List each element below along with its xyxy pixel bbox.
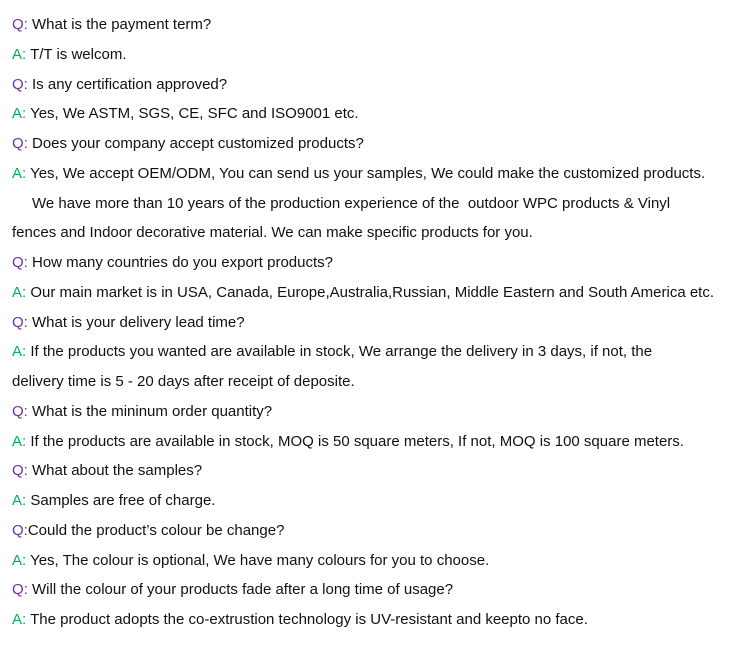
line-text: delivery time is 5 - 20 days after receipt of deposite. — [12, 373, 355, 390]
line-text: What is the payment term? — [27, 16, 212, 33]
question-prefix: Q: — [12, 135, 28, 152]
faq-answer — [12, 546, 746, 576]
faq-answer-continuation — [12, 367, 746, 397]
faq-question — [12, 575, 746, 605]
faq-answer — [12, 278, 746, 308]
faq-answer-continuation — [12, 189, 746, 219]
faq-list — [12, 10, 746, 635]
faq-question — [12, 248, 746, 278]
line-text: Will the colour of your products fade after a long time of usage? — [27, 581, 454, 599]
line-text: Yes, We ASTM, SGS, CE, SFC and ISO9001 etc. — [26, 105, 359, 123]
question-prefix: Q: — [12, 521, 28, 539]
faq-answer — [12, 40, 746, 70]
line-text: What is your delivery lead time? — [27, 313, 245, 331]
line-text: We have more than 10 years of the production experience of the outdoor WPC products & Vinyl — [32, 194, 671, 212]
faq-question — [12, 516, 746, 546]
faq-question — [12, 456, 746, 486]
question-prefix: Q: — [12, 581, 28, 599]
question-prefix: Q: — [12, 75, 28, 93]
faq-answer — [12, 337, 746, 367]
question-prefix: Q: — [12, 254, 28, 271]
line-text: Our main market is in USA, Canada, Europe,Australia,Russian, Middle Eastern and South America etc. — [26, 283, 715, 301]
answer-prefix: A: — [12, 105, 27, 123]
faq-answer — [12, 99, 746, 129]
faq-question — [12, 397, 746, 427]
question-prefix: Q: — [12, 402, 28, 420]
answer-prefix: A: — [12, 164, 27, 182]
answer-prefix: A: — [12, 551, 27, 569]
line-text: If the products you wanted are available in stock, We arrange the delivery in 3 days, if not, the — [26, 343, 653, 361]
answer-prefix: A: — [12, 432, 27, 450]
line-text: Is any certification approved? — [27, 75, 228, 93]
answer-prefix: A: — [12, 45, 27, 63]
line-text: Does your company accept customized products? — [27, 135, 364, 152]
faq-answer — [12, 159, 746, 189]
faq-answer — [12, 486, 746, 516]
line-text: What about the samples? — [27, 462, 203, 480]
line-text: The product adopts the co-extrustion technology is UV-resistant and keepto no face. — [26, 611, 588, 628]
faq-question — [12, 308, 746, 338]
faq-question — [12, 70, 746, 100]
line-text: Could the product’s colour be change? — [27, 521, 285, 539]
answer-prefix: A: — [12, 343, 27, 361]
line-text: How many countries do you export products? — [27, 254, 333, 271]
answer-prefix: A: — [12, 283, 27, 301]
faq-answer — [12, 427, 746, 457]
line-text: fences and Indoor decorative material. We can make specific products for you. — [12, 224, 533, 242]
line-text: If the products are available in stock, MOQ is 50 square meters, If not, MOQ is 100 square meters. — [26, 432, 684, 450]
line-text: Samples are free of charge. — [26, 492, 216, 509]
faq-question — [12, 10, 746, 40]
faq-answer-continuation — [12, 218, 746, 248]
answer-prefix: A: — [12, 611, 27, 628]
line-text: Yes, We accept OEM/ODM, You can send us your samples, We could make the customized products. — [26, 164, 706, 182]
question-prefix: Q: — [12, 16, 28, 33]
line-text: What is the mininum order quantity? — [27, 402, 273, 420]
answer-prefix: A: — [12, 492, 27, 509]
line-text: T/T is welcom. — [26, 45, 127, 63]
faq-answer — [12, 605, 746, 635]
faq-question — [12, 129, 746, 159]
line-text: Yes, The colour is optional, We have many colours for you to choose. — [26, 551, 490, 569]
question-prefix: Q: — [12, 462, 28, 480]
question-prefix: Q: — [12, 313, 28, 331]
